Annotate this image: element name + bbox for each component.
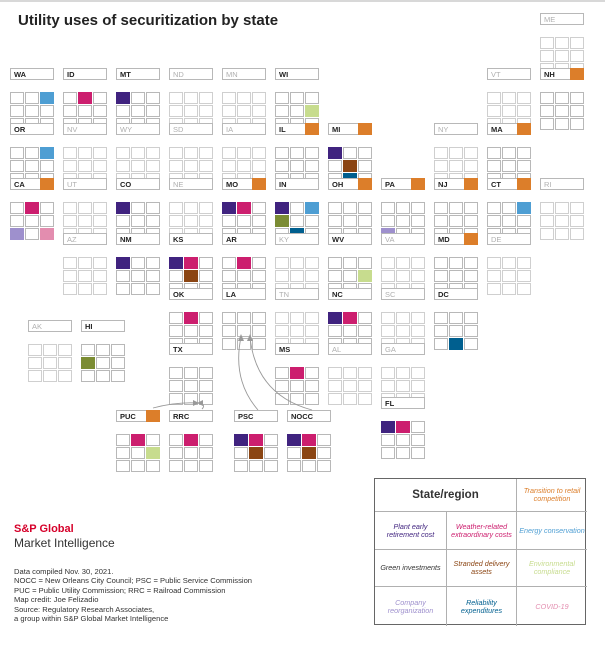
arrow-la-psc [239,337,258,410]
state-label: DE [487,233,531,245]
state-label: WA [10,68,54,80]
state-label: MA [487,123,531,135]
state-label: AK [28,320,72,332]
state-label: DC [434,288,478,300]
state-label: UT [63,178,107,190]
state-label: CO [116,178,160,190]
state-label: TX [169,343,213,355]
brand-name: S&P Global [14,523,74,535]
legend-item-company-reorganization: Company reorganization [375,586,446,626]
state-label: NM [116,233,160,245]
legend-item-transition-retail: Transition to retail competition [516,479,587,511]
state-label: MN [222,68,266,80]
state-label: RRC [169,410,213,422]
state-label: IA [222,123,266,135]
state-label: PSC [234,410,278,422]
state-label: AZ [63,233,107,245]
state-label: VA [381,233,425,245]
brand-logo [14,523,115,551]
state-label: NE [169,178,213,190]
legend-item-covid19: COVID-19 [516,586,587,626]
state-label: NOCC [287,410,331,422]
arrow-tx-puc [153,403,196,408]
note-line: PUC = Public Utility Commission; RRC = Railroad Commission [14,585,226,595]
state-label: MS [275,343,319,355]
state-label: NY [434,123,478,135]
state-label: NV [63,123,107,135]
legend-item-plant-early-retirement: Plant early retirement cost [375,511,446,549]
state-label: IN [275,178,319,190]
arrow-head-la-left [238,334,244,341]
state-label: SC [381,288,425,300]
state-label: ND [169,68,213,80]
state-label: PA [381,178,425,190]
state-label: TN [275,288,319,300]
state-label: GA [381,343,425,355]
state-label: MT [116,68,160,80]
state-label: HI [81,320,125,332]
arrow-head-la-right [247,334,253,341]
note-line: a group within S&P Global Market Intelligence [14,614,169,624]
state-label: WY [116,123,160,135]
legend-item-stranded-delivery: Stranded delivery assets [446,549,516,586]
state-label: NH [540,68,584,80]
state-label: OR [10,123,54,135]
state-label: LA [222,288,266,300]
state-label: MI [328,123,372,135]
legend-heading: State/region [412,489,479,501]
state-label: KS [169,233,213,245]
map-title: Utility uses of securitization by state [18,12,279,29]
state-label: PUC [116,410,160,422]
state-label: ME [540,13,584,25]
state-label: SD [169,123,213,135]
state-label: OK [169,288,213,300]
legend-item-energy-conservation: Energy conservation [516,511,587,549]
state-label: RI [540,178,584,190]
state-label: ID [63,68,107,80]
arrow-head-tx-right [197,400,203,406]
state-label: IL [275,123,319,135]
state-label: MO [222,178,266,190]
state-label: WV [328,233,372,245]
note-line: NOCC = New Orleans City Council; PSC = Public Service Commission [14,576,253,586]
state-label: AL [328,343,372,355]
state-label: NJ [434,178,478,190]
state-label: AR [222,233,266,245]
brand-subtitle: Market Intelligence [14,536,115,550]
state-label: MD [434,233,478,245]
legend [374,478,586,625]
state-label: OH [328,178,372,190]
state-label: NC [328,288,372,300]
footnotes [14,567,252,623]
legend-item-reliability-expenditures: Reliability expenditures [446,586,516,626]
state-label: VT [487,68,531,80]
state-label: CT [487,178,531,190]
legend-item-weather-related: Weather-related extraordinary costs [446,511,516,549]
note-line: Map credit: Joe Felizadio [14,595,99,605]
state-label: WI [275,68,319,80]
arrow-la-nocc [250,337,312,410]
note-line: Data compiled Nov. 30, 2021. [14,567,114,576]
state-label: FL [381,397,425,409]
state-label: KY [275,233,319,245]
state-label: CA [10,178,54,190]
note-line: Source: Regulatory Research Associates, [14,604,155,614]
legend-item-environmental-compliance: Environmental compliance [516,549,587,586]
legend-item-green-investments: Green investments [375,549,446,586]
